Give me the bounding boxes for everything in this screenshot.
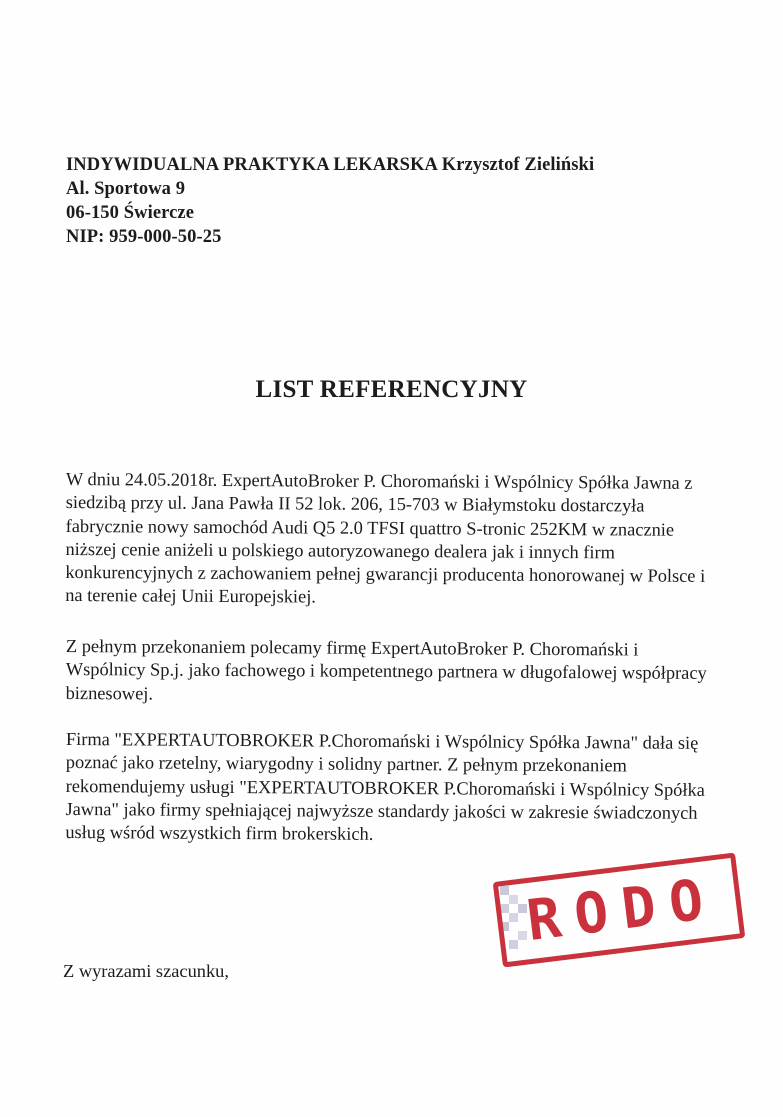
postal-city: 06-150 Świercze (66, 203, 195, 223)
doctor-name: Krzysztof Zieliński (441, 155, 595, 175)
document-title: LIST REFERENCYJNY (255, 376, 528, 403)
closing-salutation: Z wyrazami szacunku, (63, 961, 229, 981)
paragraph-2: Z pełnym przekonaniem polecamy firmę ExpertAutoBroker P. Choromański i Wspólnicy Sp.j. jako fachowego i kompetentnego partnera w długofalowej współpracy biznesowej. (65, 636, 707, 704)
practice-name: INDYWIDUALNA PRAKTYKA LEKARSKA (66, 155, 437, 175)
letterhead (66, 153, 594, 249)
street-address: Al. Sportowa 9 (66, 179, 186, 199)
stamp-text: RODO (523, 866, 721, 955)
paragraph-3: Firma "EXPERTAUTOBROKER P.Choromański i Wspólnicy Spółka Jawna" dała się poznać jako rzetelny, wiarygodny i solidny partner. Z pełnym przekonaniem rekomendujemy usługi "EXPERTAUTOBROKER P.Choromański i Wspólnicy Spółka Jawna" jako firmy spełniającej najwyższe standardy jakości w zakresie świadczonych usług wśród wszystkich firm brokerskich. (65, 729, 705, 845)
paragraph-1: W dniu 24.05.2018r. ExpertAutoBroker P. Choromański i Wspólnicy Spółka Jawna z siedzibą przy ul. Jana Pawła II 52 lok. 206, 15-703 w Białymstoku dostarczyła fabrycznie nowy samochód Audi Q5 2.0 TFSI quattro S-tronic 252KM w znacznie niższej cenie aniżeli u polskiego autoryzowanego dealera jak i innych firm konkurencyjnych z zachowaniem pełnej gwarancji producenta honorowanej w Polsce i na terenie całej Unii Europejskiej. (65, 468, 706, 608)
letterhead-line-1 (66, 153, 594, 177)
rodo-stamp (493, 852, 746, 967)
tax-id: NIP: 959-000-50-25 (66, 227, 222, 247)
